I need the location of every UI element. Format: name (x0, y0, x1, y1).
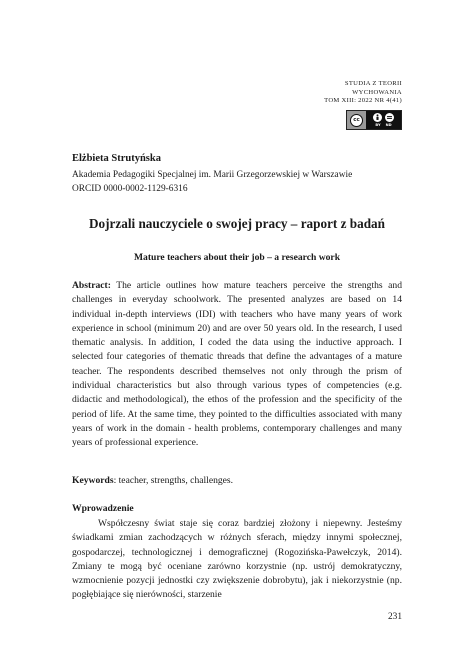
orcid: ORCID 0000-0002-1129-6316 (72, 184, 188, 194)
section-heading: Wprowadzenie (72, 503, 134, 514)
keywords-text: : teacher, strengths, challenges. (113, 475, 234, 486)
page-number: 231 (387, 612, 402, 622)
abstract-label: Abstract: (72, 280, 111, 291)
nd-label: ND (385, 123, 392, 127)
by-label: BY (375, 123, 381, 127)
attribution-icon (373, 113, 382, 122)
creative-commons-icon: cc (350, 114, 363, 127)
article-subtitle-english: Mature teachers about their job – a research work (133, 252, 341, 263)
author-name: Elżbieta Strutyńska (72, 153, 161, 164)
keywords-label: Keywords (72, 475, 114, 486)
keywords (72, 474, 402, 488)
journal-volume-issue: TOM XIII: 2022 NR 4(41) (324, 97, 402, 105)
cc-license-badge[interactable] (346, 110, 402, 130)
article-title: Dojrzali nauczyciele o swojej pracy – raport z badań (89, 216, 385, 231)
affiliation: Akademia Pedagogiki Specjalnej im. Marii Grzegorzewskiej w Warszawie (72, 170, 353, 180)
no-derivatives-icon (385, 113, 394, 122)
journal-name-line-2: WYCHOWANIA (352, 88, 402, 96)
journal-header (324, 80, 402, 106)
journal-name-line-1: STUDIA Z TEORII (344, 80, 402, 87)
abstract (72, 279, 402, 451)
body-paragraph: Współczesny świat staje się coraz bardziej złożony i niepewny. Jesteśmy świadkami zmian zachodzących w różnych sferach, między innymi społecznej, gospodarczej, technologicznej i demograficznej (Rogozińska-Pawełczyk, 2014). Zmiany te mogą być oceniane zarówno korzystnie (np. ustrój demokratyczny, wzmocnienie pozycji jednostki czy zwiększenie dobrobytu), jak i niekorzystnie (np. pogłębiające się nierówności, starzenie (72, 518, 402, 601)
abstract-text: The article outlines how mature teachers perceive the strengths and challenges in everyday schoolwork. The presented analyzes are based on 14 individual in-depth interviews (IDI) with teachers who have many years of work experience in school (minimum 20) and are over 50 years old. In the research, I used thematic analysis. In addition, I coded the data using the inductive approach. I selected four categories of thematic threads that define the advantages of a mature teacher. The respondents described themselves not only through the prism of individual characteristics but also through various types of competencies (e.g. didactic and methodological), the ethos of the profession and the specificity of the period of life. At the same time, they pointed to the difficulties associated with many years of work in the domain - health problems, contemporary challenges and many years of professional experience. (72, 280, 402, 449)
author-affiliation-block (72, 168, 352, 196)
